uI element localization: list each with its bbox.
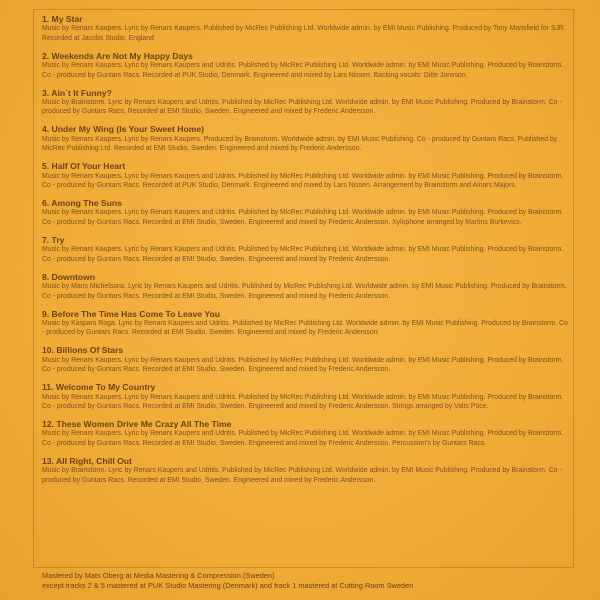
- track-item: [42, 309, 570, 338]
- track-item: [42, 272, 570, 301]
- track-credits: Music by Kaspars Roga. Lyric by Renars Kaupers and Udritis. Published by MicRec Publishing Ltd. Worldwide admin. by EMI Music Publishing. Produced by Brainstorm. Co - produced by Guntars Racs. Recorded at EMI Studio, Sweden. Engineered and mixed by Frederic Andersson.: [42, 319, 568, 337]
- track-credits: Music by Renars Kaupers. Lyric by Renars Kaupers and Udritis. Published by MicRec Publishing Ltd. Worldwide admin. by EMI Music Publishing. Produced by Brainstorm. Co - produced by Guntars Racs. Recorded at EMI Studio, Sweden. Engineered and mixed by Frederic Andersson.: [42, 246, 564, 263]
- track-credits: Music by Renars Kaupers. Lyric by Renars Kaupers and Udritis. Published by MicRec Publishing Ltd. Worldwide admin. by EMI Music Publishing. Produced by Brainstorm. Co - produced by Guntars Racs. Recorded at EMI Studio, Sweden. Engineered and mixed by Frederic Andersson. Percussion's by Guntars Racs.: [42, 430, 564, 447]
- track-title: 1. My Star: [42, 14, 83, 24]
- mastering-line: Mastered by Mats Oberg at Media Mastering & Compression (Sweden): [42, 571, 275, 580]
- track-credits: Music by Renars Kaupers. Lyric by Renars Kaupers. Published by MicRec Publishing Ltd. Worldwide admin. by EMI Music Publishing. Produced by Tony Mansfield for SJR. Recorded at Jacobs Studio, England: [42, 25, 566, 42]
- track-item: [42, 235, 570, 264]
- track-title: 13. All Right, Chill Out: [42, 455, 132, 466]
- track-credits: Music by Renars Kaupers. Lyric by Renars Kaupers and Udritis. Published by MicRec Publishing Ltd. Worldwide admin. by EMI Music Publishing. Produced by Brainstorm. Co - produced by Guntars Racs. Recorded at PUK Studio, Denmark. Engineered and mixed by Lars Nissen. Arrangement by Brainstorm and Ainars Majors.: [42, 172, 564, 190]
- track-title: 7. Try: [42, 234, 65, 245]
- track-title: 12. These Women Drive Me Crazy All The Time: [42, 418, 232, 429]
- mastering-line: except tracks 2 & 5 mastered at PUK Studio Mastering (Denmark) and track 1 mastered at Cutting Room Sweden: [42, 581, 414, 590]
- track-item: [42, 88, 570, 117]
- track-title: 6. Among The Suns: [42, 198, 122, 209]
- track-title: 3. Ain`t It Funny?: [42, 87, 112, 98]
- track-title: 4. Under My Wing (Is Your Sweet Home): [42, 124, 204, 135]
- track-credits: Music by Renars Kaupers. Lyric by Renars Kaupers. Produced by Brainstorm. Worldwide admin. by EMI Music Publishing. Co - produced by Guntars Racs. Published by MicRec Publishing Ltd. Recorded at EMI Studio, Sweden. Engineered and mixed by Frederic Andersson.: [42, 135, 558, 153]
- track-title: 8. Downtown: [42, 271, 95, 282]
- track-credits: Music by Brainstorm. Lyric by Renars Kaupers and Udritis. Published by MicRec Publishing Ltd. Worldwide admin. by EMI Music Publishing. Produced by Brainstorm. Co - produced by Guntars Racs. Recorded at EMI Studio, Sweden. Engineered and mixed by Frederic Andersson.: [42, 467, 562, 484]
- track-list: [42, 14, 570, 493]
- track-item: [42, 124, 570, 153]
- track-title: 11. Welcome To My Country: [42, 382, 156, 393]
- track-title: 5. Half Of Your Heart: [42, 161, 126, 172]
- track-title: 10. Billions Of Stars: [42, 345, 124, 356]
- track-credits: Music by Renars Kaupers. Lyric by Renars Kaupers and Udritis. Published by MicRec Publishing Ltd. Worldwide admin. by EMI Music Publishing. Produced by Brainstorm. Co - produced by Guntars Racs. Recorded at EMI Studio, Sweden. Engineered and mixed by Frederic Andersson. Strings arranged by Valts Pūce.: [42, 393, 564, 410]
- track-item: [42, 456, 570, 485]
- track-item: [42, 14, 570, 43]
- track-credits: Music by Renars Kaupers. Lyric by Renars Kaupers and Udritis. Published by MicRec Publishing Ltd. Worldwide admin. by EMI Music Publishing. Produced by Brainstorm. Co - produced by Guntars Racs. Recorded at PUK Studio, Denmark. Engineered and mixed by Lars Nissen. Backing vocals: Gitte Jonsson.: [42, 62, 564, 79]
- track-item: [42, 161, 570, 190]
- track-credits: Music by Maris Michelsons. Lyric by Renars Kaupers and Udritis. Published by MicRec Publishing Ltd. Worldwide admin. by EMI Music Publishing. Produced by Brainstorm. Co - produced by Guntars Racs. Recorded at EMI Studio, Sweden. Engineered and mixed by Frederic Andersson.: [42, 283, 567, 300]
- track-credits: Music by Renars Kaupers. Lyric by Renars Kaupers and Udritis. Published by MicRec Publishing Ltd. Worldwide admin. by EMI Music Publishing. Produced by Brainstorm. Co - produced by Guntars Racs. Recorded at EMI Studio, Sweden. Engineered and mixed by Frederic Andersson. Xylophone arranged by Martins Burkevics.: [42, 209, 564, 226]
- track-item: [42, 382, 570, 411]
- track-item: [42, 345, 570, 374]
- track-title: 2. Weekends Are Not My Happy Days: [42, 50, 193, 61]
- track-credits: Music by Renars Kaupers. Lyric by Renars Kaupers and Udritis. Published by MicRec Publishing Ltd. Worldwide admin. by EMI Music Publishing. Produced by Brainstorm. Co - produced by Guntars Racs. Recorded at EMI Studio, Sweden. Engineered and mixed by Frederic Andersson.: [42, 356, 564, 374]
- mastering-credits: [42, 571, 582, 591]
- track-credits: Music by Brainstorm. Lyric by Renars Kaupers and Udritis. Published by MicRec Publishing Ltd. Worldwide admin. by EMI Music Publishing. Produced by Brainstorm. Co - produced by Guntars Racs. Recorded at EMI Studio, Sweden. Engineered and mixed by Frederic Andersson.: [42, 99, 562, 116]
- track-title: 9. Before The Time Has Come To Leave You: [42, 308, 220, 319]
- track-item: [42, 51, 570, 80]
- track-item: [42, 198, 570, 227]
- track-item: [42, 419, 570, 448]
